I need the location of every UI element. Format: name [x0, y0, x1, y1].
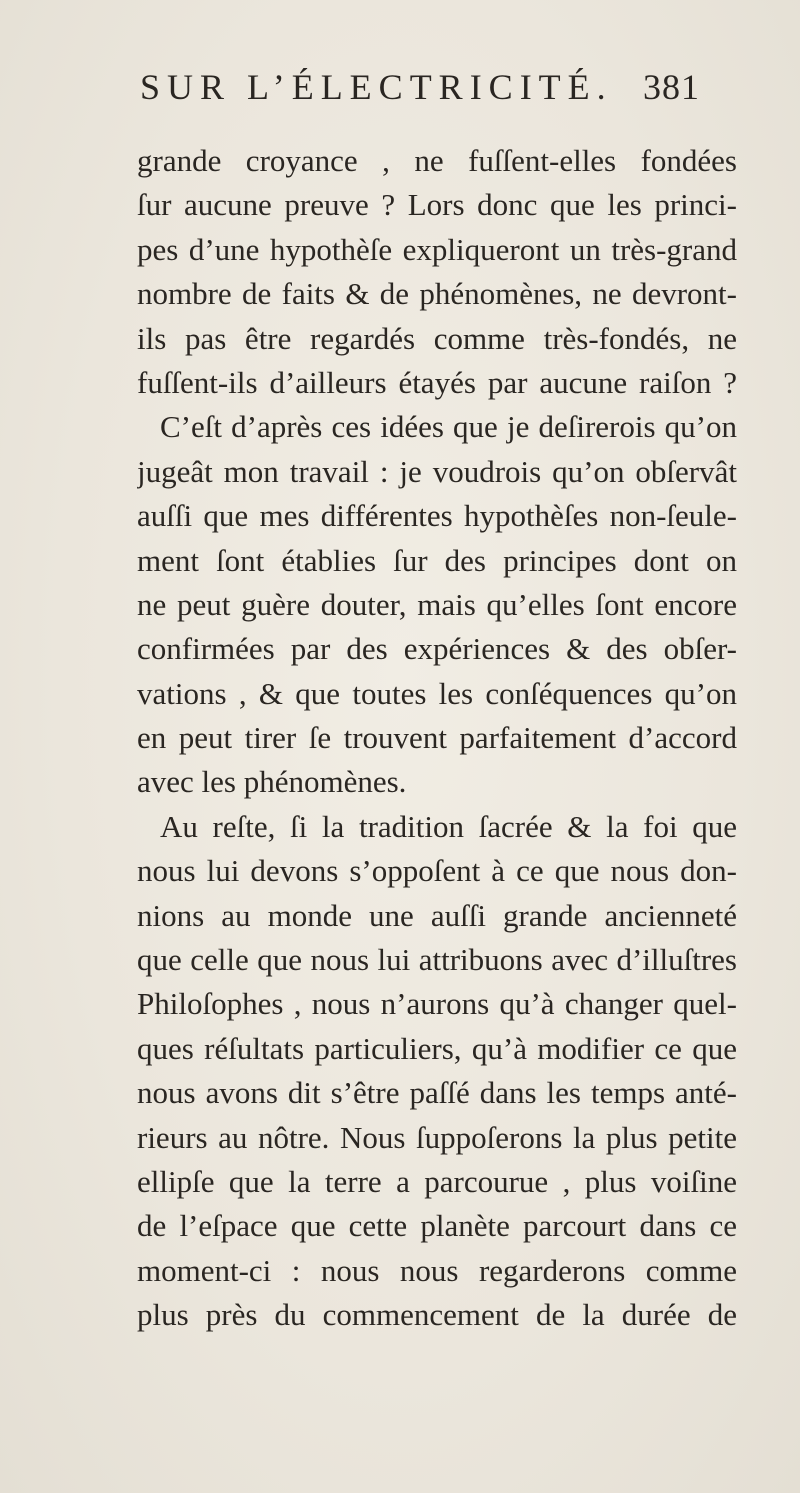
text-line: plus près du commencement de la durée de	[137, 1297, 737, 1333]
text-line: que celle que nous lui attribuons avec d’illuſtres	[137, 942, 737, 978]
text-line: moment-ci : nous nous regarderons comme	[137, 1252, 737, 1288]
page-number: 381	[643, 67, 700, 107]
text-line: nous lui devons s’oppoſent à ce que nous don-	[137, 853, 737, 889]
text-line: rieurs au nôtre. Nous ſuppoſerons la plus petite	[137, 1119, 737, 1155]
text-line: ellipſe que la terre a parcourue , plus voiſine	[137, 1163, 737, 1199]
text-line: jugeât mon travail : je voudrois qu’on obſervât	[137, 453, 737, 489]
text-line: auſſi que mes différentes hypothèſes non-ſeule-	[137, 498, 737, 534]
running-head	[140, 66, 700, 116]
text-line: Philoſophes , nous n’aurons qu’à changer quel-	[137, 986, 737, 1022]
text-line: vations , & que toutes les conſéquences qu’on	[137, 675, 737, 711]
body-text	[137, 139, 737, 1338]
text-line: ques réſultats particuliers, qu’à modifier ce que	[137, 1030, 737, 1066]
text-line: ne peut guère douter, mais qu’elles ſont encore	[137, 586, 737, 622]
text-line: de l’eſpace que cette planète parcourt dans ce	[137, 1208, 737, 1244]
text-line: nombre de faits & de phénomènes, ne devront-	[137, 276, 737, 312]
text-line: nous avons dit s’être paſſé dans les temps anté-	[137, 1075, 737, 1111]
text-line: nions au monde une auſſi grande ancienneté	[137, 897, 737, 933]
text-line: fuſſent-ils d’ailleurs étayés par aucune raiſon ?	[137, 364, 737, 400]
text-line: grande croyance , ne fuſſent-elles fondées	[137, 143, 737, 178]
text-line: ils pas être regardés comme très-fondés, ne	[137, 320, 737, 356]
text-line: ment ſont établies ſur des principes dont on	[137, 542, 737, 578]
text-line: confirmées par des expériences & des obſer-	[137, 631, 737, 667]
text-line: Au reſte, ſi la tradition ſacrée & la foi que	[160, 808, 737, 844]
text-line: ſur aucune preuve ? Lors donc que les princi-	[137, 187, 737, 223]
text-line: pes d’une hypothèſe expliqueront un très-grand	[137, 231, 737, 267]
text-line: avec les phénomènes.	[137, 764, 407, 800]
text-line: en peut tirer ſe trouvent parfaitement d’accord	[137, 720, 737, 756]
text-line: C’eſt d’après ces idées que je deſirerois qu’on	[160, 409, 737, 445]
running-head-title: SUR L’ÉLECTRICITÉ.	[140, 67, 613, 107]
